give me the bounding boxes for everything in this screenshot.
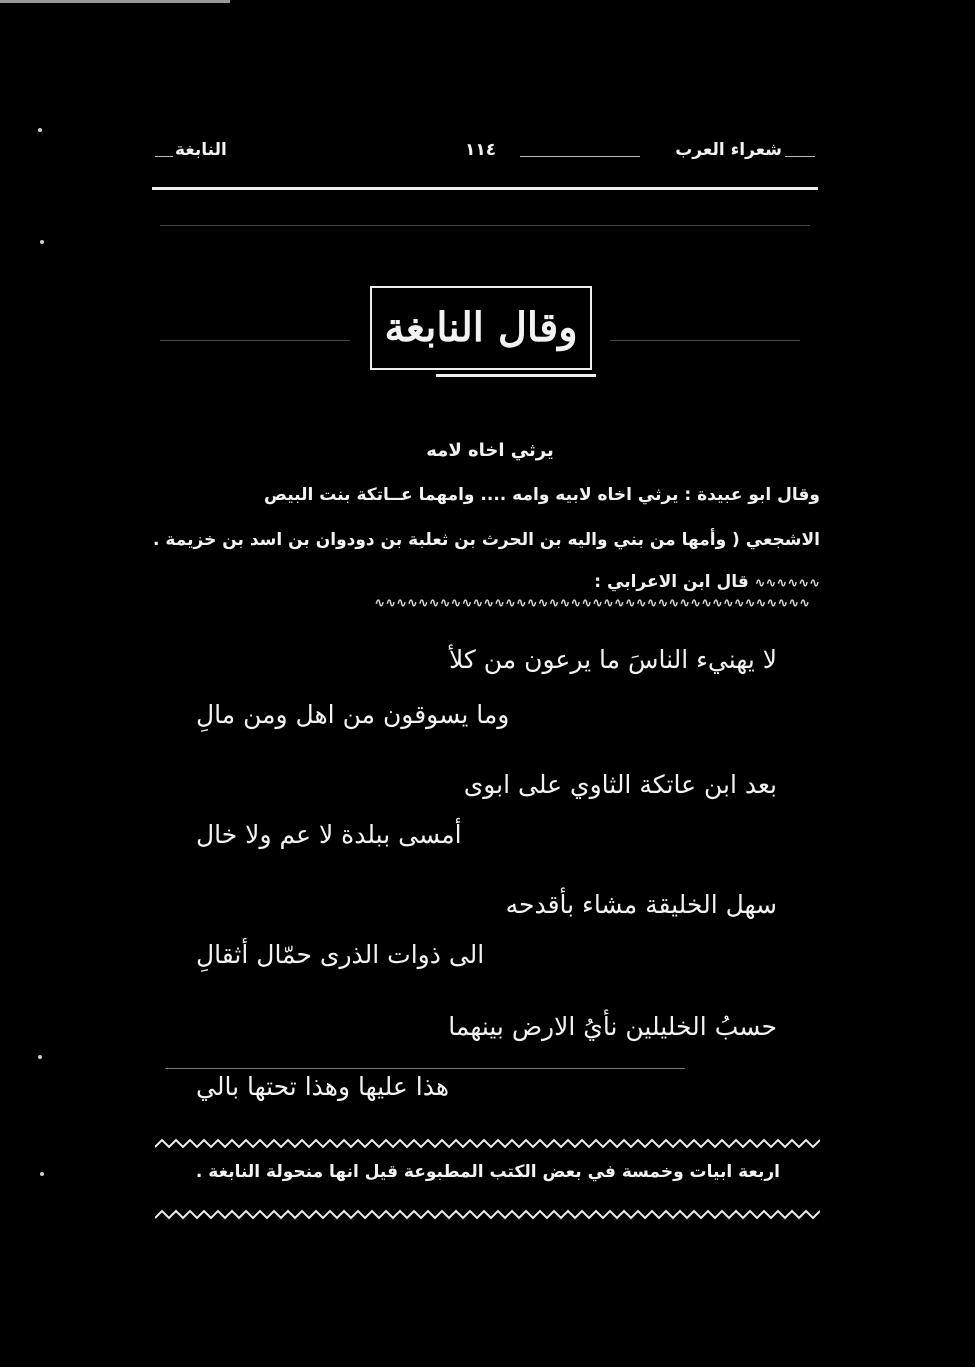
bleed-line [160, 225, 810, 226]
header-dash-right [785, 156, 815, 157]
scan-speck [40, 240, 44, 244]
header-poet-name: النابغة [175, 140, 227, 160]
scan-speck [38, 128, 42, 132]
poem-title: وقال النابغة [384, 304, 578, 351]
header-book-title: شعراء العرب [675, 140, 782, 160]
zigzag-border-top [155, 1137, 820, 1151]
zigzag-line [155, 1211, 820, 1218]
scan-speck [40, 1172, 44, 1176]
verse-2-second: أمسى ببلدة لا عم ولا خال [196, 820, 462, 849]
title-underline [436, 374, 596, 377]
verse-1-first: لا يهنيء الناسَ ما يرعون من كلأ [449, 645, 777, 674]
intro-line-3-text: قال ابن الاعرابي : [594, 572, 749, 592]
header-rule [152, 187, 818, 190]
scan-speck [38, 1055, 42, 1059]
verse-3-first: سهل الخليقة مشاء بأقدحه [505, 890, 777, 919]
top-edge-mark [0, 0, 230, 3]
footnote: اربعة ابيات وخمسة في بعض الكتب المطبوعة قيل انها منحولة النابغة . [195, 1162, 780, 1182]
verse-3-second: الى ذوات الذرى حمّال أثقالِ [196, 940, 485, 969]
intro-line-3 [148, 572, 820, 612]
intro-line-1: وقال ابو عبيدة : يرثي اخاه لابيه وامه .... وامهما عــاتكة بنت البيص [264, 485, 820, 505]
title-box [370, 286, 592, 370]
header-dash-left [155, 156, 173, 157]
verse-2-first: بعد ابن عاتكة الثاوي على ابوى [463, 770, 777, 799]
zigzag-line [155, 1140, 820, 1147]
wave-ornament: ∿∿∿∿∿∿ [754, 576, 820, 591]
verse-4-second: هذا عليها وهذا تحتها بالي [196, 1072, 450, 1101]
verse-1-second: وما يسوقون من اهل ومن مالِ [196, 700, 510, 729]
wave-ornament: ∿∿∿∿∿∿∿∿∿∿∿∿∿∿∿∿∿∿∿∿∿∿∿∿∿∿∿∿∿∿∿∿∿∿∿∿∿∿∿∿ [374, 596, 810, 611]
bleed-line [610, 340, 800, 341]
intro-line-2: الاشجعي ( وأمها من بني واليه بن الحرث بن ثعلبة بن دودوان بن اسد بن خزيمة . [153, 530, 820, 550]
header-dash-mid [520, 156, 640, 157]
verse-4-first: حسبُ الخليلين نأيُ الارض بينهما [448, 1012, 777, 1041]
bleed-line [160, 340, 350, 341]
page-number: ١١٤ [465, 140, 497, 160]
intro-heading: يرثي اخاه لامه [426, 440, 554, 461]
zigzag-border-bottom [155, 1208, 820, 1222]
bleed-line [165, 1068, 685, 1069]
